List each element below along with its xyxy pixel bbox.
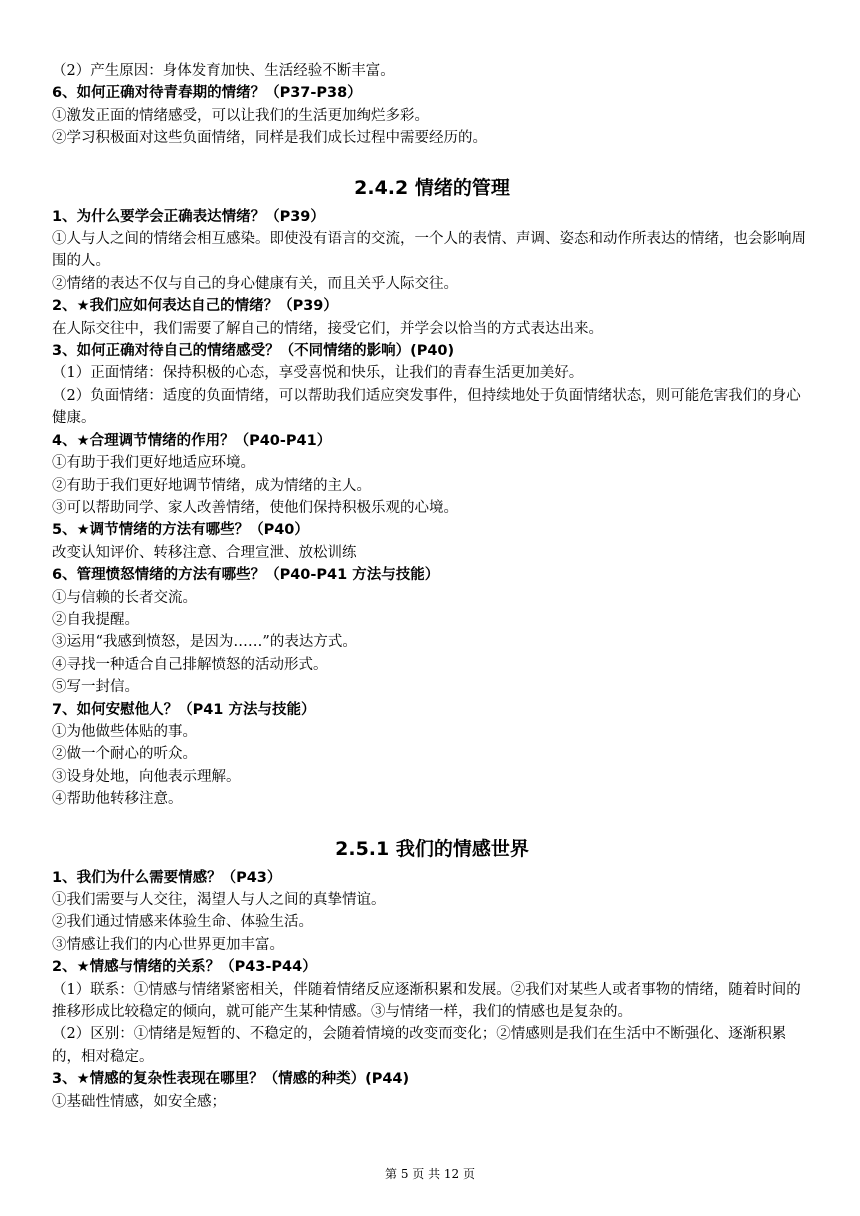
paragraph: ①有助于我们更好地适应环境。 bbox=[52, 455, 255, 472]
paragraph: （2）负面情绪：适度的负面情绪，可以帮助我们适应突发事件，但持续地处于负面情绪状态，则可能危害我们的身心健康。 bbox=[52, 387, 801, 427]
paragraph: ②情绪的表达不仅与自己的身心健康有关，而且关乎人际交往。 bbox=[52, 275, 458, 292]
paragraph: ②做一个耐心的听众。 bbox=[52, 746, 197, 763]
question-heading: 2、★我们应如何表达自己的情绪？（P39） bbox=[52, 298, 338, 315]
paragraph: ③可以帮助同学、家人改善情绪，使他们保持积极乐观的心境。 bbox=[52, 499, 458, 516]
question-heading: 6、如何正确对待青春期的情绪？（P37-P38） bbox=[52, 85, 362, 102]
question-heading: 1、为什么要学会正确表达情绪？（P39） bbox=[52, 208, 325, 225]
paragraph: ①与信赖的长者交流。 bbox=[52, 589, 197, 606]
paragraph: ①激发正面的情绪感受，可以让我们的生活更加绚烂多彩。 bbox=[52, 107, 429, 124]
question-heading: 2、★情感与情绪的关系？（P43-P44） bbox=[52, 959, 317, 976]
paragraph: ④帮助他转移注意。 bbox=[52, 791, 183, 808]
question-heading: 6、管理愤怒情绪的方法有哪些？（P40-P41 方法与技能） bbox=[52, 567, 440, 584]
paragraph: （1）正面情绪：保持积极的心态，享受喜悦和快乐，让我们的青春生活更加美好。 bbox=[52, 365, 584, 382]
paragraph: ①我们需要与人交往，渴望人与人之间的真挚情谊。 bbox=[52, 892, 386, 908]
question-heading: 4、★合理调节情绪的作用？（P40-P41） bbox=[52, 432, 332, 449]
question-heading: 3、如何正确对待自己的情绪感受？（不同情绪的影响）(P40) bbox=[52, 343, 455, 360]
paragraph: ①为他做些体贴的事。 bbox=[52, 723, 197, 740]
question-heading: 5、★调节情绪的方法有哪些？（P40） bbox=[52, 522, 309, 539]
paragraph: （2）产生原因：身体发育加快、生活经验不断丰富。 bbox=[52, 63, 395, 79]
paragraph: ②自我提醒。 bbox=[52, 611, 139, 628]
paragraph: ②学习积极面对这些负面情绪，同样是我们成长过程中需要经历的。 bbox=[52, 130, 487, 147]
paragraph: ③设身处地，向他表示理解。 bbox=[52, 768, 241, 785]
paragraph: ①人与人之间的情绪会相互感染。即使没有语言的交流，一个人的表情、声调、姿态和动作所表达的情绪，也会影响周围的人。 bbox=[52, 231, 806, 270]
paragraph: ②我们通过情感来体验生命、体验生活。 bbox=[52, 914, 313, 931]
paragraph: ②有助于我们更好地调节情绪，成为情绪的主人。 bbox=[52, 477, 371, 494]
page-footer: 第 5 页 共 12 页 bbox=[385, 1167, 475, 1181]
paragraph: ④寻找一种适合自己排解愤怒的活动形式。 bbox=[52, 656, 328, 673]
paragraph: （2）区别：①情绪是短暂的、不稳定的，会随着情境的改变而变化；②情感则是我们在生活中不断强化、逐渐积累的，相对稳定。 bbox=[52, 1026, 787, 1065]
paragraph: ③情感让我们的内心世界更加丰富。 bbox=[52, 936, 284, 953]
paragraph: 在人际交往中，我们需要了解自己的情绪，接受它们，并学会以恰当的方式表达出来。 bbox=[52, 320, 603, 337]
paragraph: ⑤写一封信。 bbox=[52, 679, 139, 696]
paragraph: （1）联系：①情感与情绪紧密相关，伴随着情绪反应逐渐积累和发展。②我们对某些人或者事物的情绪，随着时间的推移形成比较稳定的倾向，就可能产生某种情感。③与情绪一样，我们的情感也是复杂的。 bbox=[52, 981, 801, 1021]
paragraph: ①基础性情感，如安全感； bbox=[52, 1093, 226, 1110]
section-heading: 2.4.2 情绪的管理 bbox=[354, 176, 510, 199]
question-heading: 3、★情感的复杂性表现在哪里？（情感的种类）(P44) bbox=[52, 1071, 410, 1088]
section-heading: 2.5.1 我们的情感世界 bbox=[335, 837, 529, 860]
paragraph: 改变认知评价、转移注意、合理宣泄、放松训练 bbox=[52, 544, 357, 561]
question-heading: 1、我们为什么需要情感？（P43） bbox=[52, 869, 282, 886]
paragraph: ③运用“我感到愤怒，是因为……”的表达方式。 bbox=[52, 634, 357, 651]
document-body bbox=[52, 60, 812, 1113]
question-heading: 7、如何安慰他人？（P41 方法与技能） bbox=[52, 701, 316, 718]
